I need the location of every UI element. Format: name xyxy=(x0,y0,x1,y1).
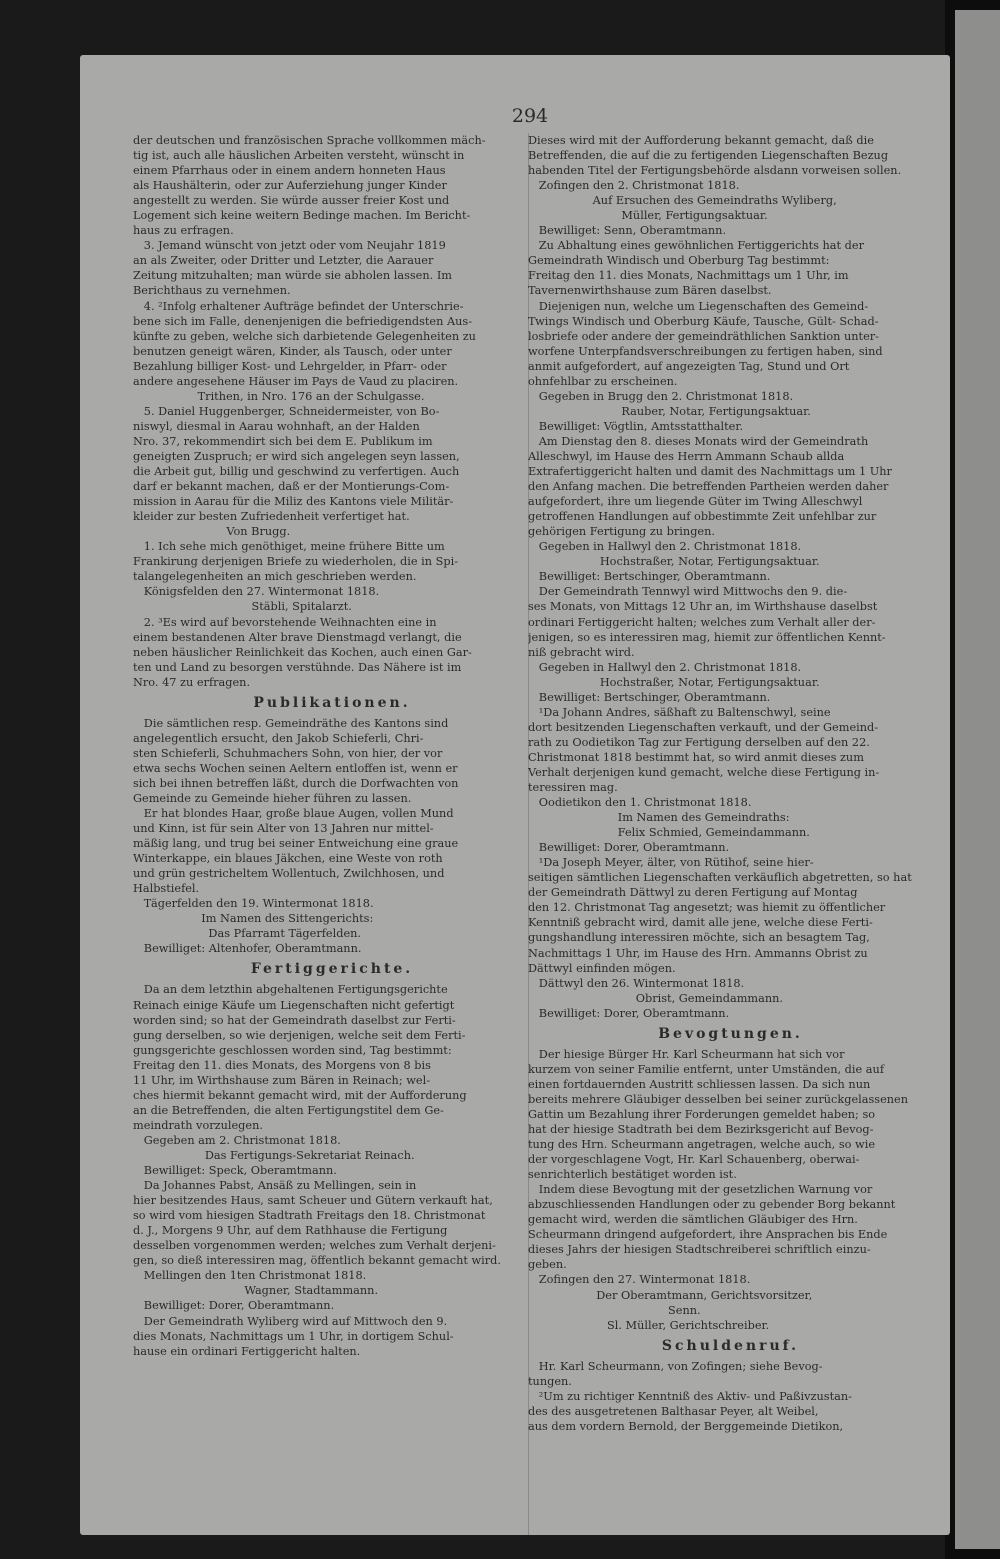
text-line: bereits mehrere Gläubiger desselben bei seiner zurückgelassenen xyxy=(528,1092,909,1106)
text-line: talangelegenheiten an mich geschrieben werden. xyxy=(133,570,417,584)
text-line: dort besitzenden Liegenschaften verkauft, und der Gemeind- xyxy=(528,720,879,734)
text-line: Wagner, Stadtammann. xyxy=(133,1284,379,1298)
text-line: sten Schieferli, Schuhmachers Sohn, von hier, der vor xyxy=(133,746,443,760)
text-line: Oodietikon den 1. Christmonat 1818. xyxy=(528,796,752,810)
text-line: dies Monats, Nachmittags um 1 Uhr, in dortigem Schul- xyxy=(133,1329,454,1343)
text-line: den Anfang machen. Die betreffenden Partheien werden daher xyxy=(528,480,889,494)
text-line: kurzem von seiner Familie entfernt, unter Umständen, die auf xyxy=(528,1062,884,1076)
text-line: geben. xyxy=(528,1258,567,1272)
text-line: ches hiermit bekannt gemacht wird, mit der Aufforderung xyxy=(133,1088,467,1102)
text-line: habenden Titel der Fertigungsbehörde alsdann vorweisen sollen. xyxy=(528,164,902,178)
text-line: teressiren mag. xyxy=(528,781,618,795)
text-line: Im Namen des Gemeindraths: xyxy=(528,811,790,825)
text-line: Bewilliget: Dorer, Oberamtmann. xyxy=(528,841,730,855)
text-line: Hr. Karl Scheurmann, von Zofingen; siehe Bevog- xyxy=(528,1359,823,1373)
text-line: die Arbeit gut, billig und geschwind zu verfertigen. Auch xyxy=(133,465,460,479)
text-line: Kenntniß gebracht wird, damit alle jene, welche diese Ferti- xyxy=(528,916,873,930)
text-line: meindrath vorzulegen. xyxy=(133,1118,263,1132)
text-line: Alleschwyl, im Hause des Herrn Ammann Schaub allda xyxy=(528,449,845,463)
text-line: Da Johannes Pabst, Ansäß zu Mellingen, sein in xyxy=(133,1179,417,1193)
text-line: Am Dienstag den 8. dieses Monats wird der Gemeindrath xyxy=(528,434,869,448)
text-line: worfene Unterpfandsverschreibungen zu fertigen haben, sind xyxy=(528,344,883,358)
text-line: Müller, Fertigungsaktuar. xyxy=(528,209,768,223)
text-line: einem Pfarrhaus oder in einem andern honneten Haus xyxy=(133,164,446,178)
text-line: niswyl, diesmal in Aarau wohnhaft, an der Halden xyxy=(133,419,420,433)
text-line: Gegeben in Brugg den 2. Christmonat 1818. xyxy=(528,389,794,403)
text-line: angestellt zu werden. Sie würde ausser freier Kost und xyxy=(133,194,450,208)
text-line: benutzen geneigt wären, Kinder, als Tausch, oder unter xyxy=(133,344,452,358)
text-line: tungen. xyxy=(528,1374,572,1388)
text-line: 5. Daniel Huggenberger, Schneidermeister, von Bo- xyxy=(133,404,440,418)
text-line: ¹Da Joseph Meyer, älter, von Rütihof, seine hier- xyxy=(528,856,814,870)
text-line: als Haushälterin, oder zur Auferziehung junger Kinder xyxy=(133,179,447,193)
text-line: desselben vorgenommen werden; welches zum Verhalt derjeni- xyxy=(133,1239,496,1253)
text-line: ²Um zu richtiger Kenntniß des Aktiv- und Paßivzustan- xyxy=(528,1389,852,1403)
text-line: tig ist, auch alle häuslichen Arbeiten versteht, wünscht in xyxy=(133,149,465,163)
text-line: Von Brugg. xyxy=(133,525,291,539)
text-line: ordinari Fertiggericht halten; welches zum Verhalt aller der- xyxy=(528,615,876,629)
text-line: Winterkappe, ein blaues Jäkchen, eine Weste von roth xyxy=(133,852,443,866)
section-heading: Bevogtungen. xyxy=(658,1025,803,1042)
text-line: Mellingen den 1ten Christmonat 1818. xyxy=(133,1269,367,1283)
text-line: Stäbli, Spitalarzt. xyxy=(133,600,352,614)
page-number: 294 xyxy=(511,105,549,127)
text-line: des des ausgetretenen Balthasar Peyer, alt Weibel, xyxy=(528,1404,819,1418)
text-line: rath zu Oodietikon Tag zur Fertigung derselben auf den 22. xyxy=(528,735,870,749)
text-line: künfte zu geben, welche sich darbietende Gelegenheiten zu xyxy=(133,329,476,343)
text-line: Freitag den 11. dies Monats, Nachmittags um 1 Uhr, im xyxy=(528,269,849,283)
text-line: Im Namen des Sittengerichts: xyxy=(133,912,374,926)
text-line: Scheurmann dringend aufgefordert, ihre Ansprachen bis Ende xyxy=(528,1228,888,1242)
text-line: Obrist, Gemeindammann. xyxy=(528,991,784,1005)
text-line: hause ein ordinari Fertiggericht halten. xyxy=(133,1344,361,1358)
text-line: Bewilliget: Bertschinger, Oberamtmann. xyxy=(528,570,771,584)
text-line: Diejenigen nun, welche um Liegenschaften des Gemeind- xyxy=(528,299,869,313)
text-line: getroffenen Handlungen auf obbestimmte Zeit unfehlbar zur xyxy=(528,510,877,524)
text-line: ten und Land zu besorgen verstühnde. Das Nähere ist im xyxy=(133,660,462,674)
text-line: darf er bekannt machen, daß er der Montierungs-Com- xyxy=(133,480,450,494)
section-heading: Fertiggerichte. xyxy=(250,961,414,978)
text-line: seitigen sämtlichen Liegenschaften verkäuflich abgetretten, so hat xyxy=(528,871,912,885)
text-line: einen fortdauernden Austritt schliessen lassen. Da sich nun xyxy=(528,1077,871,1091)
text-line: Gegeben in Hallwyl den 2. Christmonat 1818. xyxy=(528,540,802,554)
text-line: Auf Ersuchen des Gemeindraths Wyliberg, xyxy=(528,194,837,208)
text-line: Der hiesige Bürger Hr. Karl Scheurmann hat sich vor xyxy=(528,1047,845,1061)
text-line: Indem diese Bevogtung mit der gesetzlichen Warnung vor xyxy=(528,1183,873,1197)
text-line: der Gemeindrath Dättwyl zu deren Fertigung auf Montag xyxy=(528,886,858,900)
text-line: Gemeinde zu Gemeinde hieher führen zu lassen. xyxy=(133,791,412,805)
text-line: Bewilliget: Speck, Oberamtmann. xyxy=(133,1164,337,1178)
section-heading: Schuldenruf. xyxy=(661,1337,800,1354)
text-line: mäßig lang, und trug bei seiner Entweichung eine graue xyxy=(133,837,459,851)
text-line: dieses Jahrs der hiesigen Stadtschreiberei schriftlich einzu- xyxy=(528,1243,871,1257)
text-line: Hochstraßer, Notar, Fertigungsaktuar. xyxy=(528,675,820,689)
text-line: gungshandlung interessiren möchte, sich an besagtem Tag, xyxy=(528,931,870,945)
text-line: den 12. Christmonat Tag angesetzt; was hiemit zu öffentlicher xyxy=(528,901,886,915)
text-line: Hochstraßer, Notar, Fertigungsaktuar. xyxy=(528,555,820,569)
text-line: angelegentlich ersucht, den Jakob Schieferli, Chri- xyxy=(133,731,424,745)
text-line: Zofingen den 27. Wintermonat 1818. xyxy=(528,1273,751,1287)
text-line: d. J., Morgens 9 Uhr, auf dem Rathhause die Fertigung xyxy=(133,1224,448,1238)
text-line: Bezahlung billiger Kost- und Lehrgelder, in Pfarr- oder xyxy=(133,359,447,373)
text-line: Halbstiefel. xyxy=(133,882,200,896)
text-line: Bewilliget: Vögtlin, Amtsstatthalter. xyxy=(528,419,744,433)
text-line: 3. Jemand wünscht von jetzt oder vom Neujahr 1819 xyxy=(133,239,446,253)
text-line: der deutschen und französischen Sprache vollkommen mäch- xyxy=(133,134,486,147)
text-line: Berichthaus zu vernehmen. xyxy=(133,284,291,298)
text-line: Twings Windisch und Oberburg Käufe, Tausche, Gült- Schad- xyxy=(528,314,879,328)
text-line: einem bestandenen Alter brave Dienstmagd verlangt, die xyxy=(133,630,462,644)
text-line: an als Zweiter, oder Dritter und Letzter, die Aarauer xyxy=(133,254,434,268)
text-line: Da an dem letzthin abgehaltenen Fertigungsgerichte xyxy=(133,983,448,997)
section-heading: Publikationen. xyxy=(253,694,411,711)
text-line: Freitag den 11. dies Monats, des Morgens von 8 bis xyxy=(133,1058,431,1072)
text-line: gehörigen Fertigung zu bringen. xyxy=(528,525,715,539)
text-line: gung derselben, so wie derjenigen, welche seit dem Ferti- xyxy=(133,1028,466,1042)
text-line: worden sind; so hat der Gemeindrath daselbst zur Ferti- xyxy=(133,1013,456,1027)
text-line: aus dem vordern Bernold, der Berggemeinde Dietikon, xyxy=(528,1419,844,1433)
text-line: Gegeben am 2. Christmonat 1818. xyxy=(133,1133,341,1147)
text-line: Sl. Müller, Gerichtschreiber. xyxy=(528,1318,770,1332)
text-line: Reinach einige Käufe um Liegenschaften nicht gefertigt xyxy=(133,998,455,1012)
text-line: Rauber, Notar, Fertigungsaktuar. xyxy=(528,404,811,418)
text-line: an die Betreffenden, die alten Fertigungstitel dem Ge- xyxy=(133,1103,444,1117)
left-column xyxy=(133,133,531,1359)
text-line: gen, so dieß interessiren mag, öffentlich bekannt gemacht wird. xyxy=(133,1254,501,1268)
text-line: anmit aufgefordert, auf angezeigten Tag, Stund und Ort xyxy=(528,359,850,373)
text-line: Das Fertigungs-Sekretariat Reinach. xyxy=(133,1149,415,1162)
text-line: Zeitung mitzuhalten; man würde sie abholen lassen. Im xyxy=(133,269,452,283)
text-line: neben häuslicher Reinlichkeit das Kochen, auch einen Gar- xyxy=(133,645,472,659)
text-line: der vorgeschlagene Vogt, Hr. Karl Schauenberg, oberwai- xyxy=(528,1153,860,1167)
text-line: 11 Uhr, im Wirthshause zum Bären in Reinach; wel- xyxy=(133,1073,431,1087)
text-line: Senn. xyxy=(528,1303,701,1317)
text-line: Gegeben in Hallwyl den 2. Christmonat 1818. xyxy=(528,660,802,674)
text-line: und Kinn, ist für sein Alter von 13 Jahren nur mittel- xyxy=(133,822,434,836)
text-line: senrichterlich bestätiget worden ist. xyxy=(528,1168,737,1182)
text-line: 4. ²Infolg erhaltener Aufträge befindet der Unterschrie- xyxy=(133,299,464,313)
next-page-edge xyxy=(955,10,1000,1549)
text-line: Nro. 47 zu erfragen. xyxy=(133,675,251,689)
text-line: kleider zur besten Zufriedenheit verfertiget hat. xyxy=(133,510,410,524)
newspaper-page xyxy=(80,55,950,1535)
text-line: Bewilliget: Bertschinger, Oberamtmann. xyxy=(528,690,771,704)
text-line: so wird vom hiesigen Stadtrath Freitags den 18. Christmonat xyxy=(133,1209,486,1223)
text-line: Die sämtlichen resp. Gemeindräthe des Kantons sind xyxy=(133,716,449,730)
text-line: Extrafertiggericht halten und damit des Nachmittags um 1 Uhr xyxy=(528,465,892,479)
text-line: geneigten Zuspruch; er wird sich angelegen seyn lassen, xyxy=(133,449,460,463)
text-line: Dättwyl den 26. Wintermonat 1818. xyxy=(528,976,745,990)
text-line: sich bei ihnen betreffen läßt, durch die Dorfwachten von xyxy=(133,776,459,790)
text-line: Bewilliget: Senn, Oberamtmann. xyxy=(528,224,727,238)
text-line: gemacht wird, werden die sämtlichen Gläubiger des Hrn. xyxy=(528,1213,858,1227)
text-line: Frankirung derjenigen Briefe zu wiederholen, die in Spi- xyxy=(133,555,459,569)
text-line: Tavernenwirthshause zum Bären daselbst. xyxy=(528,284,772,298)
text-line: Bewilliget: Dorer, Oberamtmann. xyxy=(528,1006,730,1020)
text-line: Der Oberamtmann, Gerichtsvorsitzer, xyxy=(528,1288,813,1302)
text-line: Königsfelden den 27. Wintermonat 1818. xyxy=(133,585,380,599)
text-line: 2. ³Es wird auf bevorstehende Weihnachten eine in xyxy=(133,615,437,629)
text-line: mission in Aarau für die Miliz des Kantons viele Militär- xyxy=(133,495,454,509)
text-line: Gattin um Bezahlung ihrer Forderungen gemeldet haben; so xyxy=(528,1107,876,1121)
text-line: Felix Schmied, Gemeindammann. xyxy=(528,826,810,840)
text-line: Dättwyl einfinden mögen. xyxy=(528,961,676,975)
text-line: Der Gemeindrath Wyliberg wird auf Mittwoch den 9. xyxy=(133,1314,448,1328)
text-line: Verhalt derjenigen kund gemacht, welche diese Fertigung in- xyxy=(528,765,880,779)
text-line: andere angesehene Häuser im Pays de Vaud zu placiren. xyxy=(133,374,459,388)
text-line: Nachmittags 1 Uhr, im Hause des Hrn. Ammanns Obrist zu xyxy=(528,946,868,960)
right-column xyxy=(528,133,933,1434)
text-line: bene sich im Falle, denenjenigen die befriedigendsten Aus- xyxy=(133,314,473,328)
text-line: Dieses wird mit der Aufforderung bekannt gemacht, daß die xyxy=(528,134,874,147)
text-line: abzuschliessenden Handlungen oder zu gebender Borg bekannt xyxy=(528,1198,896,1212)
text-line: Der Gemeindrath Tennwyl wird Mittwochs den 9. die- xyxy=(528,585,848,599)
text-line: Zu Abhaltung eines gewöhnlichen Fertiggerichts hat der xyxy=(528,239,864,253)
text-line: Er hat blondes Haar, große blaue Augen, vollen Mund xyxy=(133,807,454,821)
text-line: losbriefe oder andere der gemeindräthlichen Sanktion unter- xyxy=(528,329,879,343)
text-line: niß gebracht wird. xyxy=(528,645,635,659)
text-line: Christmonat 1818 bestimmt hat, so wird anmit dieses zum xyxy=(528,750,864,764)
text-line: ¹Da Johann Andres, säßhaft zu Baltenschwyl, seine xyxy=(528,705,831,719)
text-line: Tägerfelden den 19. Wintermonat 1818. xyxy=(133,897,374,911)
text-line: gungsgerichte geschlossen worden sind, Tag bestimmt: xyxy=(133,1043,452,1057)
text-line: Gemeindrath Windisch und Oberburg Tag bestimmt: xyxy=(528,254,830,268)
text-line: und grün gestricheltem Wollentuch, Zwilchhosen, und xyxy=(133,867,445,881)
text-line: Logement sich keine weitern Bedinge machen. Im Bericht- xyxy=(133,209,471,223)
text-line: Zofingen den 2. Christmonat 1818. xyxy=(528,179,740,193)
text-line: hier besitzendes Haus, samt Scheuer und Gütern verkauft hat, xyxy=(133,1194,493,1208)
text-line: Betreffenden, die auf die zu fertigenden Liegenschaften Bezug xyxy=(528,149,889,163)
text-line: hat der hiesige Stadtrath bei dem Bezirksgericht auf Bevog- xyxy=(528,1123,874,1136)
text-line: ohnfehlbar zu erscheinen. xyxy=(528,374,678,388)
text-line: Bewilliget: Dorer, Oberamtmann. xyxy=(133,1299,335,1313)
text-line: Bewilliget: Altenhofer, Oberamtmann. xyxy=(133,942,362,956)
text-line: tung des Hrn. Scheurmann angetragen, welche auch, so wie xyxy=(528,1138,875,1152)
text-line: Nro. 37, rekommendirt sich bei dem E. Publikum im xyxy=(133,434,433,448)
text-line: Das Pfarramt Tägerfelden. xyxy=(133,927,362,941)
text-line: 1. Ich sehe mich genöthiget, meine frühere Bitte um xyxy=(133,540,445,554)
text-line: etwa sechs Wochen seinen Aeltern entloffen ist, wenn er xyxy=(133,761,458,775)
text-line: jenigen, so es interessiren mag, hiemit zur öffentlichen Kennt- xyxy=(528,630,886,644)
text-line: aufgefordert, ihre um liegende Güter im Twing Alleschwyl xyxy=(528,495,863,509)
text-line: haus zu erfragen. xyxy=(133,224,234,238)
text-line: ses Monats, von Mittags 12 Uhr an, im Wirthshause daselbst xyxy=(528,600,878,614)
text-line: Trithen, in Nro. 176 an der Schulgasse. xyxy=(133,389,425,403)
